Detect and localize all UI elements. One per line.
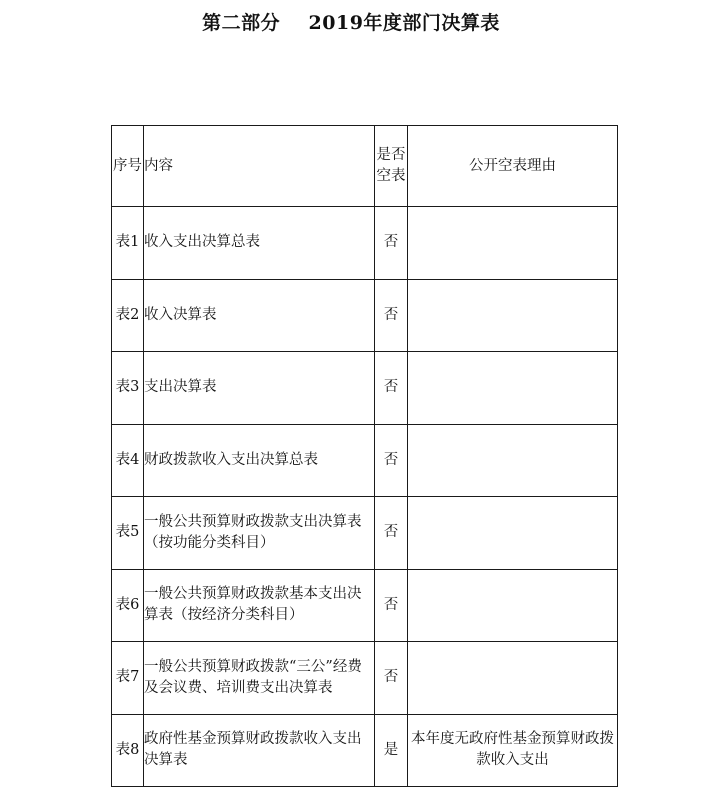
row-serial-number: 表1	[112, 207, 144, 280]
table-row	[112, 642, 618, 715]
row-empty-reason	[408, 497, 618, 570]
row-serial-number: 表4	[112, 424, 144, 497]
row-empty-reason	[408, 424, 618, 497]
header-serial-number: 序号	[112, 126, 144, 207]
table-row	[112, 569, 618, 642]
header-empty-reason: 公开空表理由	[408, 126, 618, 207]
table-row	[112, 352, 618, 425]
row-is-empty: 否	[375, 424, 408, 497]
table-row	[112, 207, 618, 280]
row-content: 一般公共预算财政拨款支出决算表（按功能分类科目）	[144, 497, 375, 570]
row-serial-number: 表7	[112, 642, 144, 715]
header-is-empty	[375, 126, 408, 207]
report-table	[111, 125, 618, 787]
row-is-empty: 否	[375, 497, 408, 570]
row-content: 政府性基金预算财政拨款收入支出决算表	[144, 714, 375, 787]
row-serial-number: 表6	[112, 569, 144, 642]
row-content: 一般公共预算财政拨款基本支出决算表（按经济分类科目）	[144, 569, 375, 642]
row-is-empty: 否	[375, 207, 408, 280]
page-title: 第二部分 2019年度部门决算表	[202, 12, 500, 34]
row-empty-reason	[408, 207, 618, 280]
row-serial-number: 表5	[112, 497, 144, 570]
row-empty-reason	[408, 279, 618, 352]
table-row	[112, 497, 618, 570]
row-empty-reason	[408, 642, 618, 715]
row-empty-reason	[408, 569, 618, 642]
row-empty-reason: 本年度无政府性基金预算财政拨款收入支出	[408, 714, 618, 787]
row-is-empty: 否	[375, 352, 408, 425]
table-row	[112, 714, 618, 787]
row-content: 收入决算表	[144, 279, 375, 352]
header-content: 内容	[144, 126, 375, 207]
table-row	[112, 279, 618, 352]
table-row	[112, 424, 618, 497]
row-is-empty: 否	[375, 569, 408, 642]
header-is-empty-label: 是否空表	[376, 147, 406, 184]
table-header-row	[112, 126, 618, 207]
row-content: 一般公共预算财政拨款“三公”经费及会议费、培训费支出决算表	[144, 642, 375, 715]
row-serial-number: 表8	[112, 714, 144, 787]
row-is-empty: 是	[375, 714, 408, 787]
row-is-empty: 否	[375, 642, 408, 715]
row-is-empty: 否	[375, 279, 408, 352]
row-serial-number: 表2	[112, 279, 144, 352]
row-serial-number: 表3	[112, 352, 144, 425]
row-empty-reason	[408, 352, 618, 425]
row-content: 收入支出决算总表	[144, 207, 375, 280]
row-content: 支出决算表	[144, 352, 375, 425]
row-content: 财政拨款收入支出决算总表	[144, 424, 375, 497]
